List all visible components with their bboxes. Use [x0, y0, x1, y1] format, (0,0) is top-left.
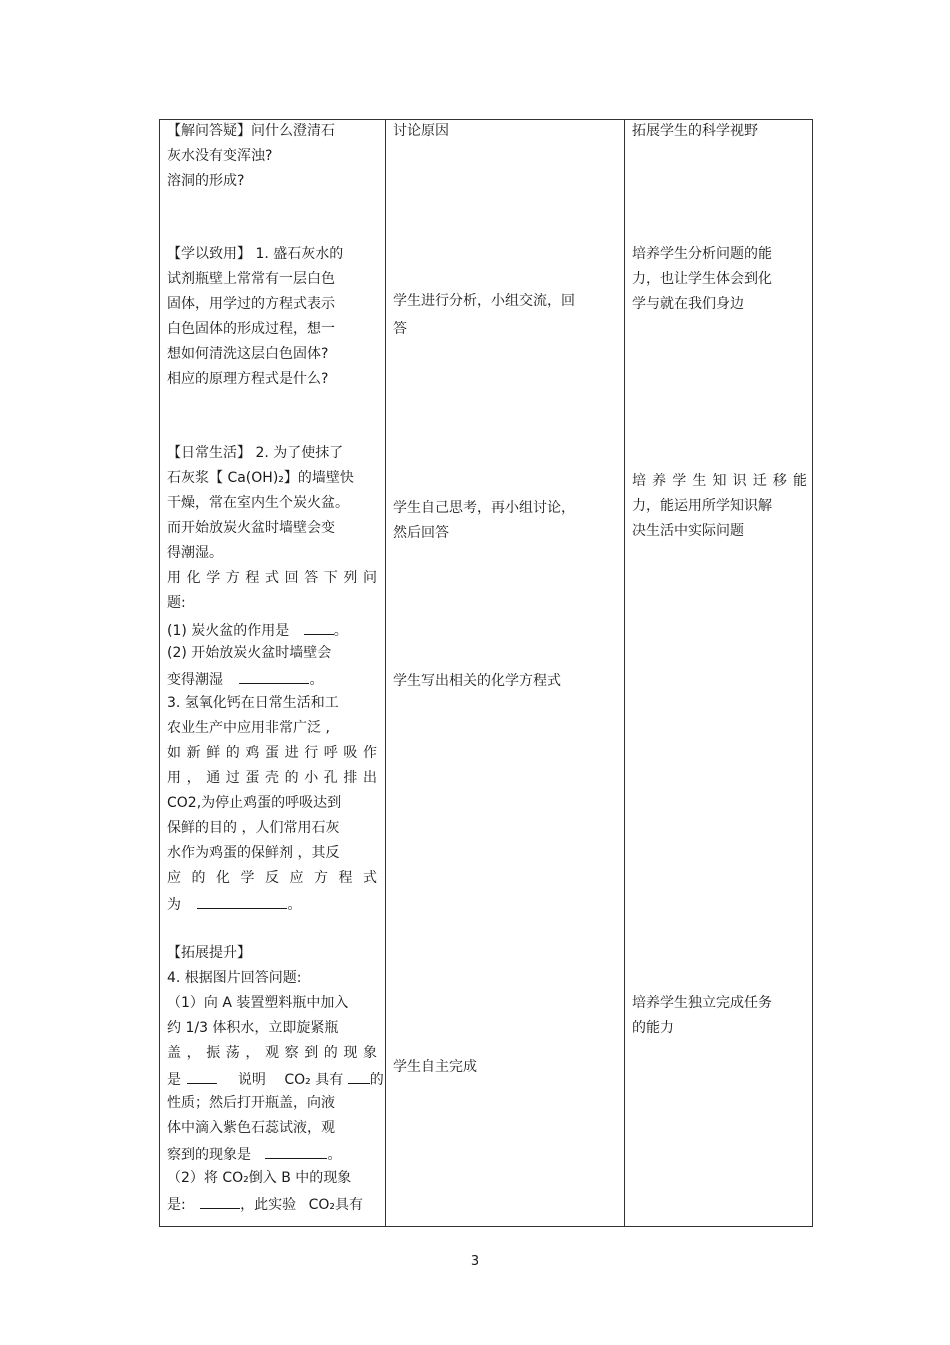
question-text: 的 [369, 1072, 384, 1088]
content-line: 【拓展提升】 [167, 945, 251, 961]
question-text: CO₂ [284, 1072, 311, 1088]
intent-line: 拓展学生的科学视野 [632, 123, 758, 139]
intent-line: 力，也让学生体会到化 [632, 271, 772, 287]
period-mark: 。 [327, 1147, 342, 1163]
question-text: 说明 [237, 1072, 266, 1088]
lesson-plan-table [159, 119, 813, 1227]
question-text: 为 [167, 897, 181, 913]
question-text: ，此实验 [240, 1197, 297, 1213]
question-line [167, 621, 377, 639]
content-line: CO2,为停止鸡蛋的呼吸达到 [167, 795, 342, 811]
column-divider [624, 120, 625, 1226]
content-line: 【日常生活】 2. 为了使抹了 [167, 445, 344, 461]
content-line: 约 1/3 体积水，立即旋紧瓶 [167, 1020, 339, 1036]
content-line: （1）向 A 装置塑料瓶中加入 [167, 995, 349, 1011]
intent-line: 力，能运用所学知识解 [632, 498, 772, 514]
column-divider [385, 120, 386, 1226]
question-line [167, 670, 377, 688]
period-mark: 。 [309, 672, 324, 688]
activity-line: 然后回答 [393, 525, 449, 541]
content-line: 灰水没有变浑浊? [167, 148, 273, 164]
content-line: 体中滴入紫色石蕊试液，观 [167, 1120, 335, 1136]
content-line: 白色固体的形成过程，想一 [167, 321, 335, 337]
content-line: 用化学方程式回答下列问 [167, 570, 377, 586]
content-line: 【解问答疑】问什么澄清石 [167, 123, 335, 139]
question-line [167, 1145, 377, 1163]
content-line: 溶洞的形成? [167, 173, 245, 189]
intent-line: 培养学生分析问题的能 [632, 246, 772, 262]
question-text: 是: [167, 1197, 186, 1213]
content-line: 石灰浆【 Ca(OH)₂】的墙壁快 [167, 470, 354, 486]
answer-blank [200, 1195, 240, 1209]
answer-blank [187, 1070, 217, 1084]
content-line: （2）将 CO₂倒入 B 中的现象 [167, 1170, 352, 1186]
content-line: 性质；然后打开瓶盖，向液 [167, 1095, 335, 1111]
intent-line: 培养学生独立完成任务 [632, 995, 772, 1011]
question-line [167, 1195, 377, 1213]
period-mark: 。 [287, 897, 302, 913]
content-line: 干燥，常在室内生个炭火盆。 [167, 495, 349, 511]
content-line: 试剂瓶壁上常常有一层白色 [167, 271, 335, 287]
question-line [167, 1070, 384, 1088]
page-number: 3 [470, 1254, 480, 1269]
question-text: 是 [167, 1072, 181, 1088]
activity-line: 学生写出相关的化学方程式 [393, 673, 561, 689]
intent-line: 的能力 [632, 1020, 674, 1036]
content-line: 保鲜的目的 ，人们常用石灰 [167, 820, 340, 836]
content-line: 用，通过蛋壳的小孔排出 [167, 770, 377, 786]
question-text: 具有 [315, 1072, 344, 1088]
period-mark: 。 [333, 623, 348, 639]
content-line: 4. 根据图片回答问题: [167, 970, 302, 986]
question-text: CO₂具有 [308, 1197, 364, 1213]
content-line: 农业生产中应用非常广泛 , [167, 720, 330, 736]
activity-line: 学生自己思考，再小组讨论， [393, 500, 575, 516]
content-line: 想如何清洗这层白色固体? [167, 346, 329, 362]
answer-blank [239, 670, 309, 684]
content-line: 3. 氢氧化钙在日常生活和工 [167, 695, 339, 711]
content-line: 相应的原理方程式是什么? [167, 371, 329, 387]
content-line: 而开始放炭火盆时墙壁会变 [167, 520, 335, 536]
question-text: (1) 炭火盆的作用是 [167, 623, 290, 639]
question-line [167, 895, 377, 913]
activity-line: 答 [393, 321, 407, 337]
intent-line: 培养学生知识迁移能 [632, 473, 807, 489]
answer-blank [304, 621, 334, 635]
content-line: 得潮湿。 [167, 545, 223, 561]
answer-blank [265, 1145, 327, 1159]
intent-line: 决生活中实际问题 [632, 523, 744, 539]
content-line: 水作为鸡蛋的保鲜剂 ，其反 [167, 845, 340, 861]
activity-line: 学生自主完成 [393, 1059, 477, 1075]
answer-blank [197, 895, 287, 909]
content-line: 【学以致用】 1. 盛石灰水的 [167, 246, 344, 262]
content-line: 如新鲜的鸡蛋进行呼吸作 [167, 745, 377, 761]
question-text: 变得潮湿 [167, 672, 223, 688]
content-line: (2) 开始放炭火盆时墙壁会 [167, 645, 332, 661]
question-text: 察到的现象是 [167, 1147, 251, 1163]
intent-line: 学与就在我们身边 [632, 296, 744, 312]
answer-blank [348, 1070, 370, 1084]
content-line: 固体，用学过的方程式表示 [167, 296, 335, 312]
activity-line: 学生进行分析，小组交流，回 [393, 293, 575, 309]
activity-line: 讨论原因 [393, 123, 449, 139]
content-line: 题: [167, 595, 186, 611]
content-line: 盖，振荡，观察到的现象 [167, 1045, 377, 1061]
content-line: 应的化学反应方程式 [167, 870, 377, 886]
